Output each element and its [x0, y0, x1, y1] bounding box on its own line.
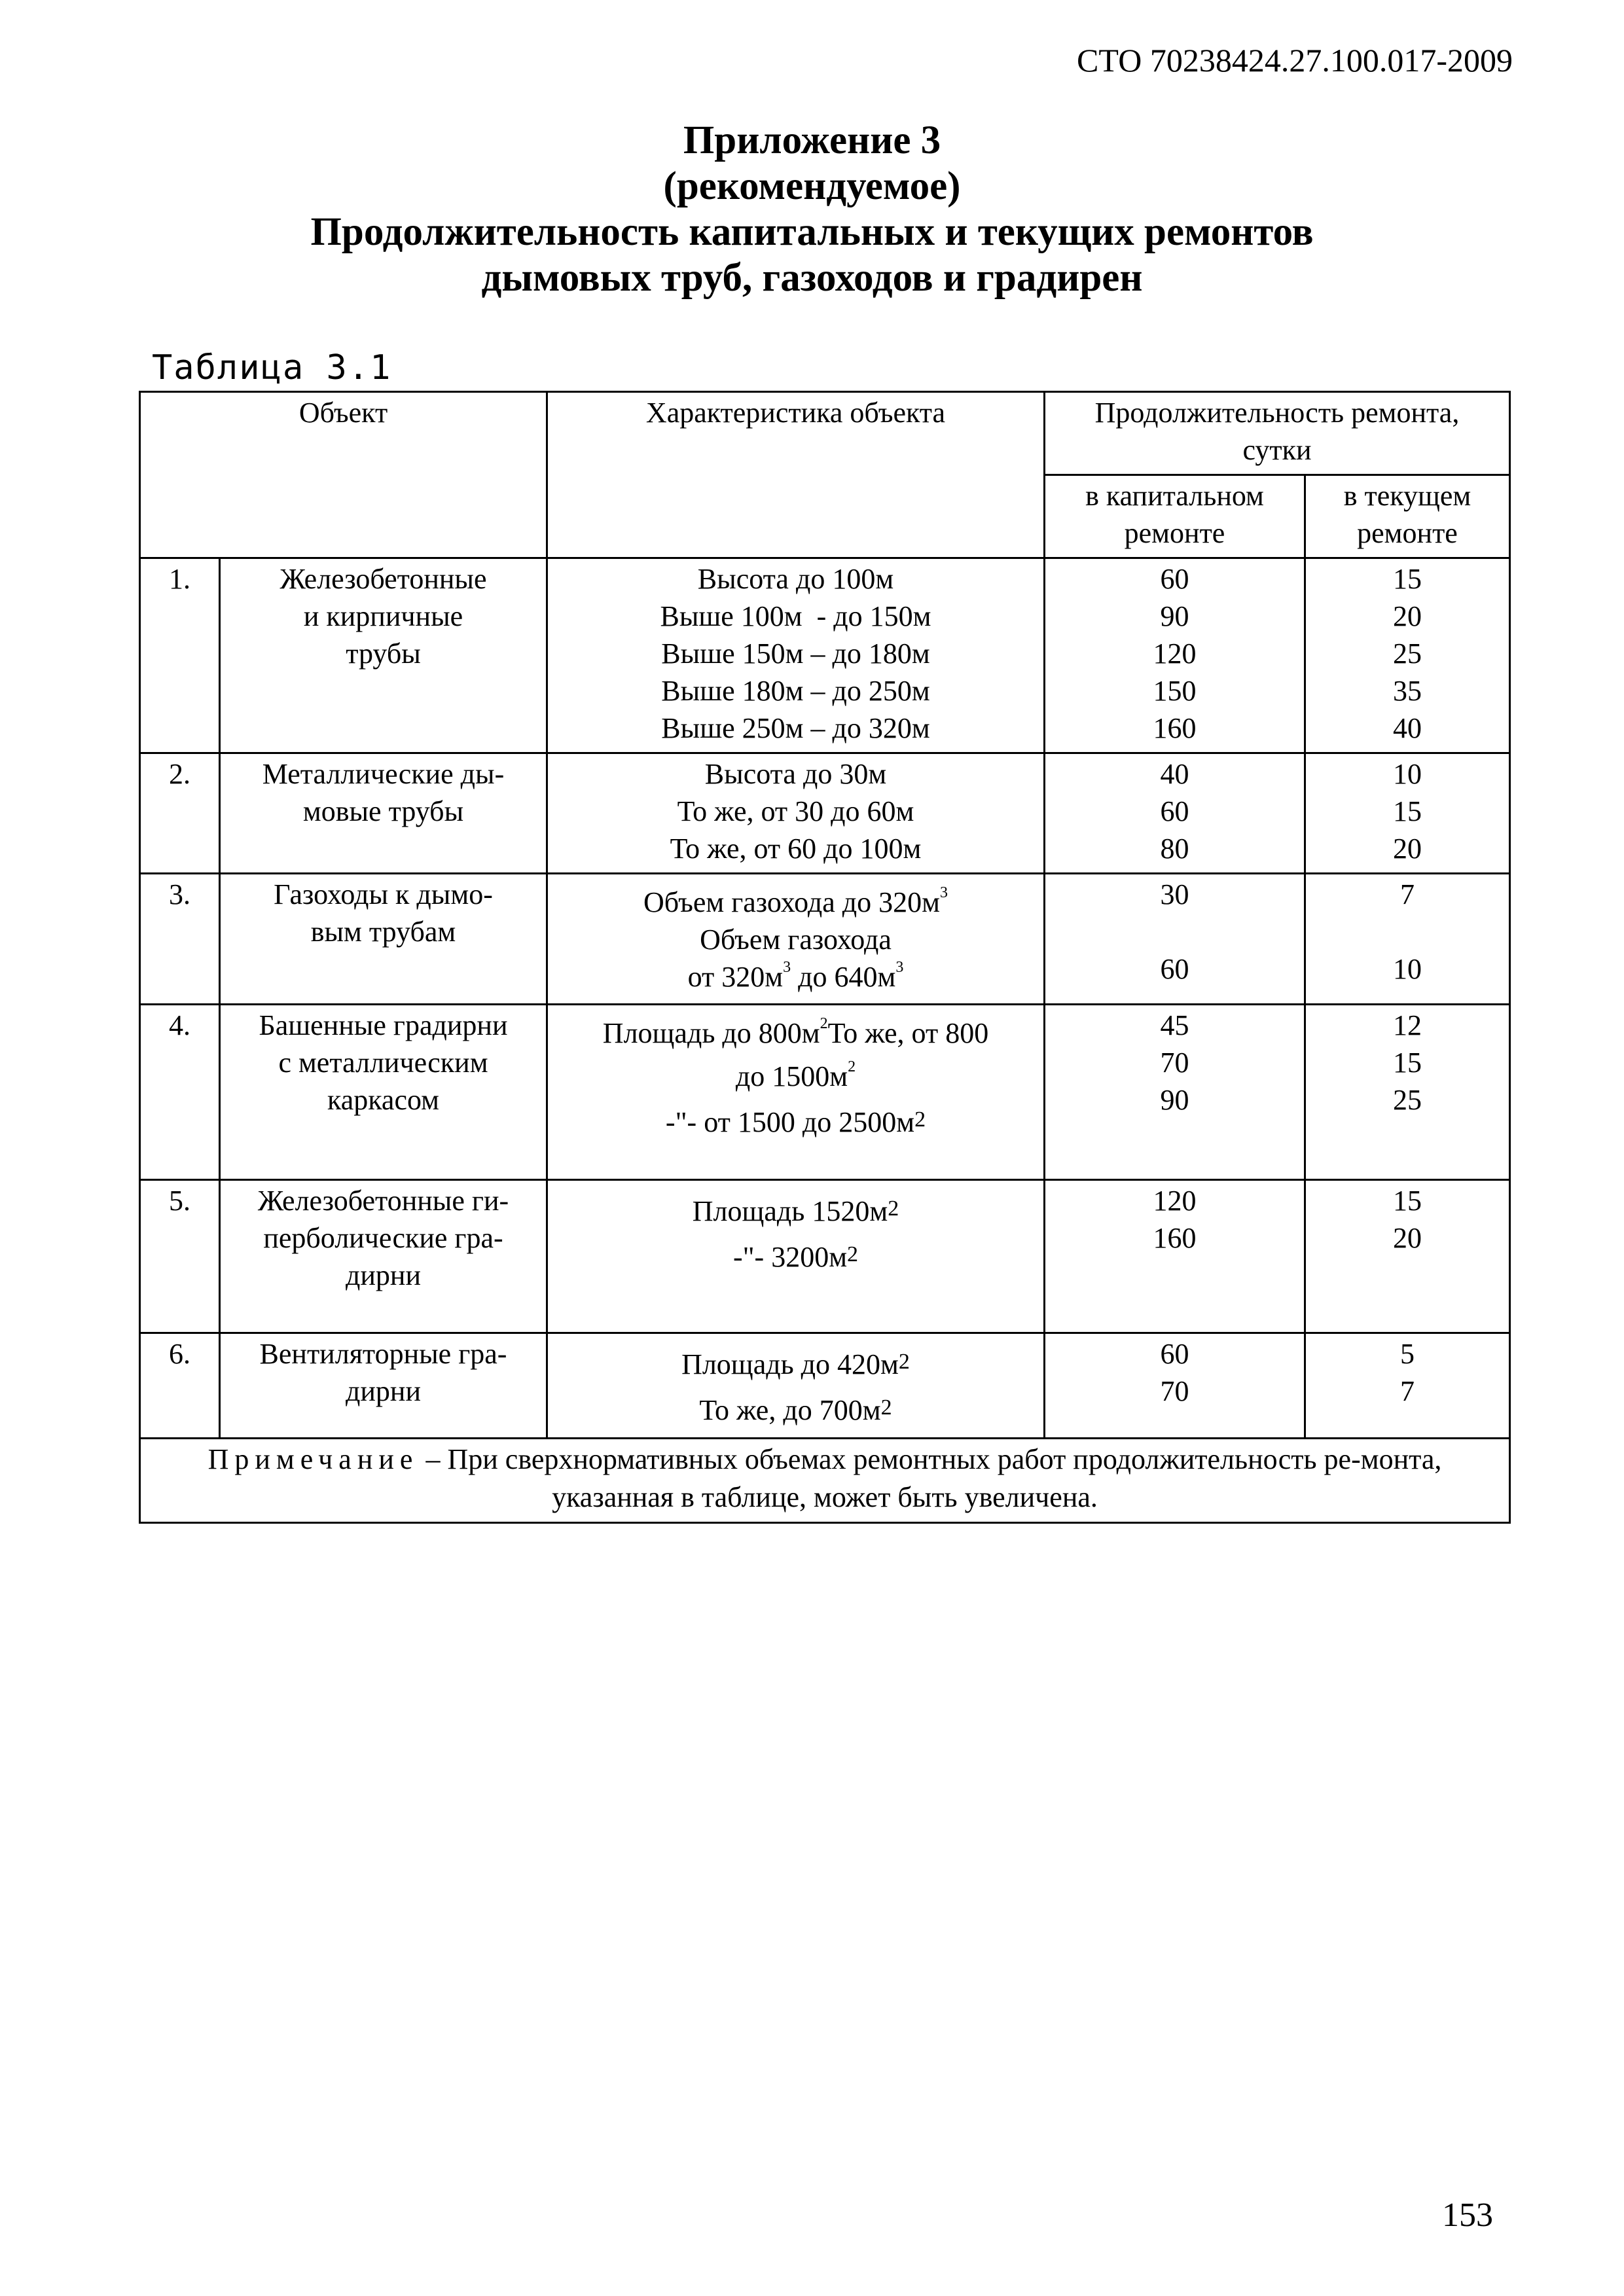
exponent: 2 [847, 1242, 859, 1266]
exponent: 2 [880, 1395, 892, 1420]
object-line: и кирпичные [303, 600, 463, 632]
appendix-number: Приложение 3 [683, 118, 941, 162]
object-line: вым трубам [310, 916, 456, 948]
characteristic-text: до 640м [791, 961, 896, 993]
row-capital [1045, 1180, 1305, 1333]
row-number: 5. [140, 1180, 220, 1333]
row-object [220, 1333, 547, 1439]
object-line: дирни [345, 1259, 422, 1291]
capital-value: 120 [1153, 637, 1197, 670]
object-line: Железобетонные ги- [257, 1185, 509, 1217]
note-label: Примечание [208, 1443, 419, 1475]
current-value: 15 [1393, 1047, 1422, 1079]
row-capital [1045, 1333, 1305, 1439]
capital-value: 45 [1160, 1009, 1189, 1041]
appendix-title-line-2: дымовых труб, газоходов и градирен [481, 256, 1143, 300]
object-line: Башенные градирни [259, 1009, 508, 1041]
appendix-title-block [0, 118, 1624, 301]
table-row [140, 753, 1510, 874]
object-line: мовые трубы [302, 795, 464, 827]
current-value: 7 [1400, 878, 1415, 910]
appendix-status: (рекомендуемое) [663, 164, 961, 208]
characteristic-text: -"- от 1500 до 2500м [665, 1106, 915, 1138]
current-value: 25 [1393, 1084, 1422, 1116]
current-value: 15 [1393, 795, 1422, 827]
row-current [1305, 1005, 1510, 1180]
characteristic-line [552, 1012, 1039, 1055]
superscript: 3 [895, 959, 904, 976]
object-line: Железобетонные [280, 563, 487, 595]
current-value: 15 [1393, 1185, 1422, 1217]
characteristic-text: до 1500м [735, 1060, 848, 1092]
object-line: Газоходы к дымо- [274, 878, 493, 910]
exponent: 2 [914, 1107, 926, 1132]
superscript: 3 [940, 884, 948, 901]
capital-value: 150 [1153, 675, 1197, 707]
characteristic-line [552, 1098, 1039, 1144]
characteristic-line [552, 1233, 1039, 1279]
characteristic-text: Площадь до 420м [681, 1348, 899, 1380]
row-capital [1045, 1005, 1305, 1180]
superscript: 3 [783, 959, 791, 976]
row-capital [1045, 874, 1305, 1005]
row-current [1305, 558, 1510, 753]
characteristic-line: То же, от 60 до 100м [670, 833, 922, 865]
spacer [1049, 913, 1300, 950]
table-row [140, 1333, 1510, 1439]
note-text: – При сверхнормативных объемах ремонтных работ продолжительность ре-монта, указанная в таблице, может быть увеличена. [418, 1443, 1442, 1513]
current-value: 20 [1393, 1222, 1422, 1254]
characteristic-text: от 320м [687, 961, 784, 993]
row-object [220, 1005, 547, 1180]
row-capital [1045, 753, 1305, 874]
characteristic-line [552, 1340, 1039, 1386]
spacer [1310, 913, 1505, 950]
characteristic-line: Выше 250м – до 320м [661, 712, 930, 744]
header-characteristic: Характеристика объекта [547, 392, 1045, 558]
characteristic-text: То же, от 800 [827, 1017, 989, 1049]
characteristic-line: Высота до 30м [704, 758, 887, 790]
row-number: 3. [140, 874, 220, 1005]
capital-value: 90 [1160, 1084, 1189, 1116]
header-capital-line-1: в капитальном [1085, 480, 1264, 512]
capital-value: 80 [1160, 833, 1189, 865]
row-characteristic [547, 874, 1045, 1005]
characteristic-text: -"- 3200м [732, 1241, 848, 1273]
header-current-line-2: ремонте [1357, 517, 1458, 549]
characteristic-line [552, 1055, 1039, 1098]
standard-code: СТО 70238424.27.100.017-2009 [1077, 42, 1513, 79]
header-capital-line-2: ремонте [1124, 517, 1225, 549]
current-value: 7 [1400, 1375, 1415, 1407]
characteristic-text: То же, до 700м [699, 1394, 881, 1426]
current-value: 20 [1393, 833, 1422, 865]
row-characteristic [547, 558, 1045, 753]
characteristic-line: Объем газохода [700, 924, 892, 956]
capital-value: 30 [1160, 878, 1189, 910]
row-characteristic [547, 1333, 1045, 1439]
table-row [140, 874, 1510, 1005]
row-number: 4. [140, 1005, 220, 1180]
capital-value: 60 [1160, 1338, 1189, 1370]
capital-value: 160 [1153, 1222, 1197, 1254]
capital-value: 160 [1153, 712, 1197, 744]
characteristic-line [552, 1386, 1039, 1432]
superscript: 2 [820, 1015, 828, 1032]
superscript: 2 [848, 1058, 856, 1075]
capital-value: 70 [1160, 1375, 1189, 1407]
capital-value: 60 [1160, 563, 1189, 595]
characteristic-text: Площадь до 800м [602, 1017, 820, 1049]
row-object [220, 1180, 547, 1333]
row-number: 6. [140, 1333, 220, 1439]
characteristic-line: Выше 150м – до 180м [661, 637, 930, 670]
header-duration [1045, 392, 1510, 475]
characteristic-text: Объем газохода до 320м [643, 886, 940, 918]
current-value: 25 [1393, 637, 1422, 670]
characteristic-line: То же, от 30 до 60м [677, 795, 914, 827]
capital-value: 60 [1160, 795, 1189, 827]
characteristic-line: Высота до 100м [697, 563, 894, 595]
characteristic-line [552, 958, 1039, 996]
current-value: 10 [1393, 758, 1422, 790]
row-current [1305, 1333, 1510, 1439]
current-value: 40 [1393, 712, 1422, 744]
current-value: 15 [1393, 563, 1422, 595]
object-line: с металлическим [278, 1047, 488, 1079]
exponent: 2 [898, 1350, 910, 1374]
table-caption: Таблица 3.1 [152, 348, 392, 387]
row-characteristic [547, 753, 1045, 874]
capital-value: 40 [1160, 758, 1189, 790]
capital-value: 60 [1160, 953, 1189, 985]
current-value: 12 [1393, 1009, 1422, 1041]
appendix-title-line-1: Продолжительность капитальных и текущих ремонтов [310, 210, 1314, 254]
row-current [1305, 1180, 1510, 1333]
header-current [1305, 475, 1510, 558]
header-current-line-1: в текущем [1343, 480, 1471, 512]
current-value: 5 [1400, 1338, 1415, 1370]
characteristic-line: Выше 100м - до 150м [660, 600, 931, 632]
object-line: каркасом [327, 1084, 439, 1116]
object-line: дирни [345, 1375, 422, 1407]
characteristic-line [552, 884, 1039, 921]
row-object [220, 874, 547, 1005]
object-line: Металлические ды- [262, 758, 505, 790]
capital-value: 90 [1160, 600, 1189, 632]
current-value: 10 [1393, 953, 1422, 985]
capital-value: 120 [1153, 1185, 1197, 1217]
header-object: Объект [140, 392, 547, 558]
object-line: Вентиляторные гра- [259, 1338, 507, 1370]
header-duration-line-2: сутки [1242, 434, 1312, 466]
row-object [220, 753, 547, 874]
header-duration-line-1: Продолжительность ремонта, [1094, 397, 1460, 429]
characteristic-line: Выше 180м – до 250м [661, 675, 930, 707]
header-capital [1045, 475, 1305, 558]
table-note-row [140, 1439, 1510, 1523]
table-note [140, 1439, 1510, 1523]
object-line: трубы [346, 637, 421, 670]
table-row [140, 1005, 1510, 1180]
current-value: 20 [1393, 600, 1422, 632]
current-value: 35 [1393, 675, 1422, 707]
page-number: 153 [1442, 2197, 1493, 2234]
row-capital [1045, 558, 1305, 753]
row-number: 1. [140, 558, 220, 753]
table-header-row [140, 392, 1510, 475]
characteristic-line [552, 1187, 1039, 1233]
row-current [1305, 753, 1510, 874]
row-characteristic [547, 1005, 1045, 1180]
object-line: перболические гра- [263, 1222, 503, 1254]
table-row [140, 1180, 1510, 1333]
characteristic-text: Площадь 1520м [692, 1195, 888, 1227]
exponent: 2 [888, 1196, 899, 1221]
capital-value: 70 [1160, 1047, 1189, 1079]
row-characteristic [547, 1180, 1045, 1333]
row-number: 2. [140, 753, 220, 874]
row-object [220, 558, 547, 753]
repair-duration-table [139, 391, 1511, 1524]
row-current [1305, 874, 1510, 1005]
table-row [140, 558, 1510, 753]
